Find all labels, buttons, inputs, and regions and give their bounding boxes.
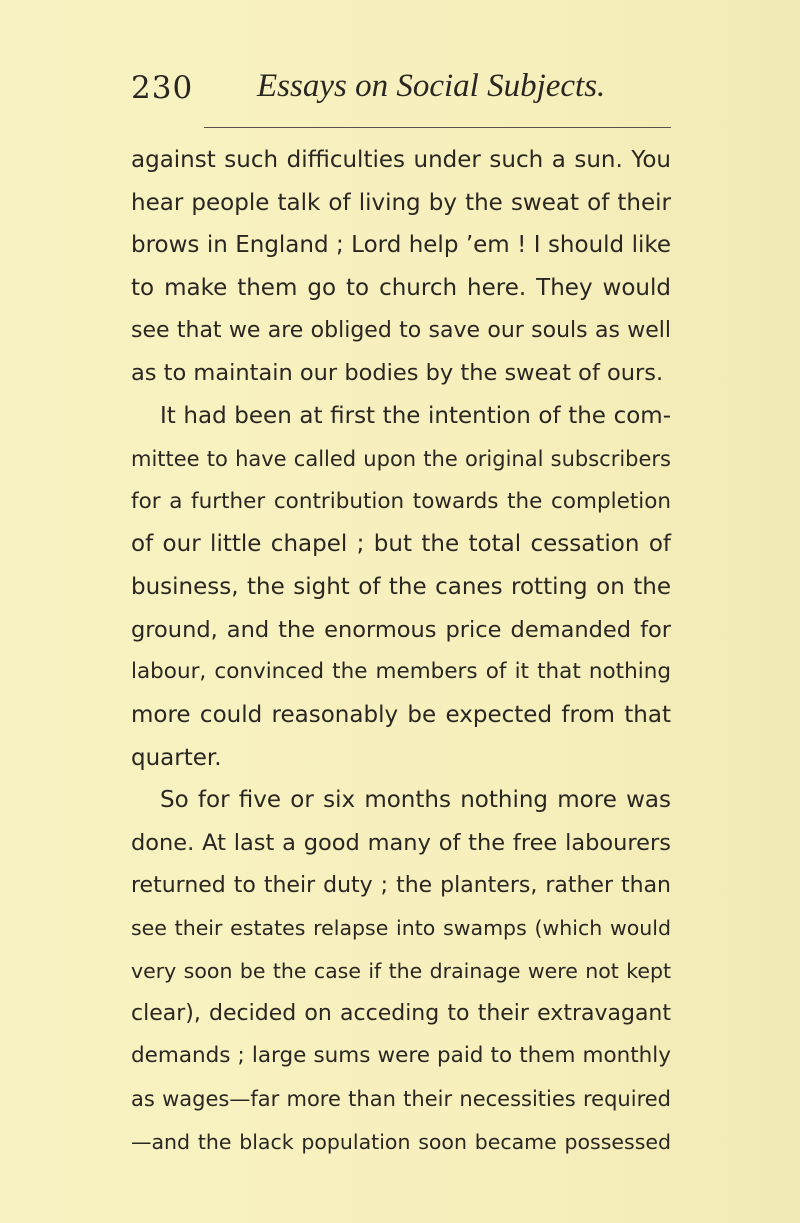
header-rule (204, 127, 671, 128)
text-line: as to maintain our bodies by the sweat of ours. (131, 360, 664, 387)
page-number: 230 (131, 70, 194, 106)
text-line: more could reasonably be expected from that (131, 701, 671, 728)
text-line: labour, convinced the members of it that nothing (131, 659, 671, 685)
text-line: very soon be the case if the drainage were not kept (131, 959, 671, 984)
text-line: for a further contribution towards the completion (131, 488, 671, 514)
text-line: see their estates relapse into swamps (which would (131, 916, 671, 941)
paragraph-start-line: It had been at first the intention of the com- (160, 403, 671, 430)
text-line: hear people talk of living by the sweat of their (131, 189, 671, 216)
text-line: to make them go to church here. They would (131, 275, 671, 302)
text-line: of our little chapel ; but the total cessation of (131, 531, 671, 558)
text-line: see that we are obliged to save our souls as well (131, 317, 671, 343)
text-line: brows in England ; Lord help ’em ! I should like (131, 232, 671, 259)
text-line: demands ; large sums were paid to them monthly (131, 1043, 671, 1069)
text-line: done. At last a good many of the free labourers (131, 830, 671, 856)
body-text (131, 139, 671, 1164)
text-line: as wages—far more than their necessities required (131, 1087, 671, 1112)
text-line: mittee to have called upon the original subscribers (131, 446, 671, 471)
text-line: against such difficulties under such a sun. You (131, 147, 671, 173)
paragraph-start-line: So for five or six months nothing more was (160, 787, 671, 814)
text-line: returned to their duty ; the planters, rather than (131, 872, 671, 898)
text-line: ground, and the enormous price demanded for (131, 616, 671, 643)
running-title: Essays on Social Subjects. (257, 68, 606, 104)
text-line: clear), decided on acceding to their extravagant (131, 1000, 671, 1026)
text-line: —and the black population soon became possessed (131, 1129, 671, 1154)
text-line: business, the sight of the canes rotting on the (131, 573, 671, 600)
text-line: quarter. (131, 744, 222, 771)
page-header (131, 68, 671, 116)
